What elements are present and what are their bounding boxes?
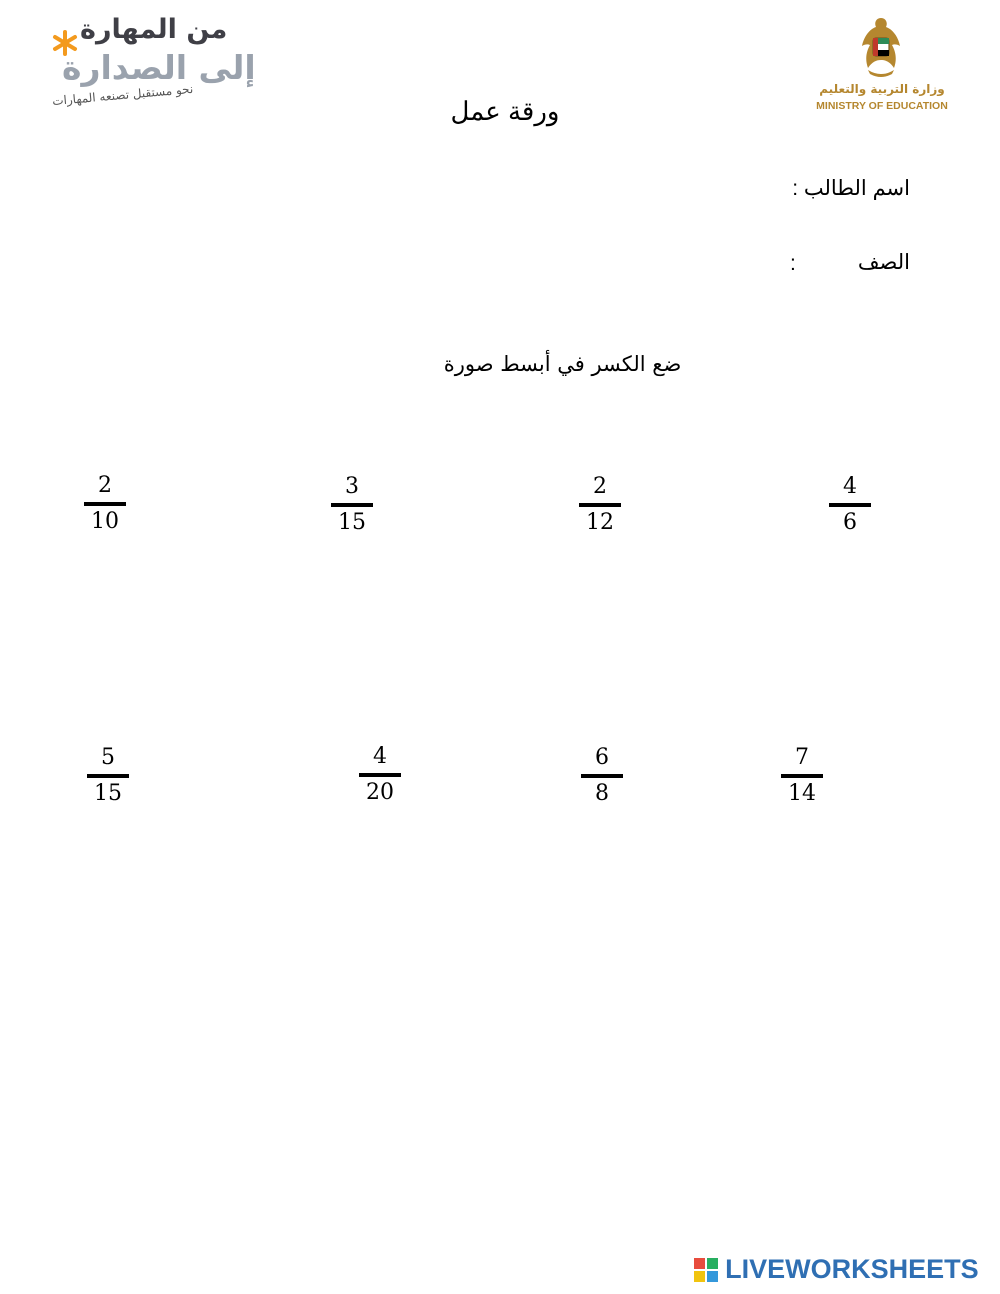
liveworksheets-squares-icon: [694, 1258, 718, 1282]
fraction-denominator: 10: [91, 509, 119, 534]
fraction-bar: [829, 503, 871, 507]
fraction-numerator: 2: [98, 473, 112, 498]
fraction: [772, 744, 832, 808]
fraction-bar: [581, 774, 623, 778]
fraction-bar: [84, 502, 126, 506]
fraction-bar: [87, 774, 129, 778]
fraction-denominator: 15: [338, 510, 366, 535]
fraction: [570, 473, 630, 537]
ministry-name-english: MINISTRY OF EDUCATION: [816, 100, 948, 112]
fraction-denominator: 12: [586, 510, 614, 535]
fraction-denominator: 14: [788, 781, 816, 806]
slogan-line1: من المهارة: [80, 14, 228, 45]
fraction-numerator: 7: [795, 745, 809, 770]
class-colon: :: [790, 252, 796, 275]
fraction: [78, 744, 138, 808]
fraction-bar: [359, 773, 401, 777]
fraction-numerator: 2: [593, 474, 607, 499]
instruction-text: ضع الكسر في أبسط صورة: [443, 352, 682, 376]
fraction: [75, 472, 135, 536]
fraction-numerator: 5: [101, 745, 115, 770]
slogan-line2: إلى الصدارة: [62, 48, 256, 87]
fraction-numerator: 4: [373, 744, 387, 769]
fraction-denominator: 6: [843, 510, 857, 535]
fraction-bar: [579, 503, 621, 507]
fraction-denominator: 8: [595, 781, 609, 806]
liveworksheets-logo: [694, 1254, 979, 1284]
falcon-emblem-icon: [856, 14, 906, 80]
fraction-bar: [331, 503, 373, 507]
page-title: ورقة عمل: [450, 96, 560, 126]
fraction: [820, 473, 880, 537]
fraction: [322, 473, 382, 537]
fraction: [572, 744, 632, 808]
slogan-line3: نحو مستقبل تصنعه المهارات: [51, 81, 194, 109]
class-label: الصف: [857, 251, 910, 274]
liveworksheets-brand: LIVEWORKSHEETS: [725, 1254, 979, 1284]
fraction-denominator: 20: [366, 780, 394, 805]
fraction-bar: [781, 774, 823, 778]
fraction-denominator: 15: [94, 781, 122, 806]
fraction-numerator: 3: [345, 474, 359, 499]
fraction-numerator: 4: [843, 474, 857, 499]
fraction-numerator: 6: [595, 745, 609, 770]
student-name-label: اسم الطالب :: [792, 177, 910, 200]
ministry-name-arabic: وزارة التربية والتعليم: [819, 82, 945, 96]
fraction: [350, 743, 410, 807]
